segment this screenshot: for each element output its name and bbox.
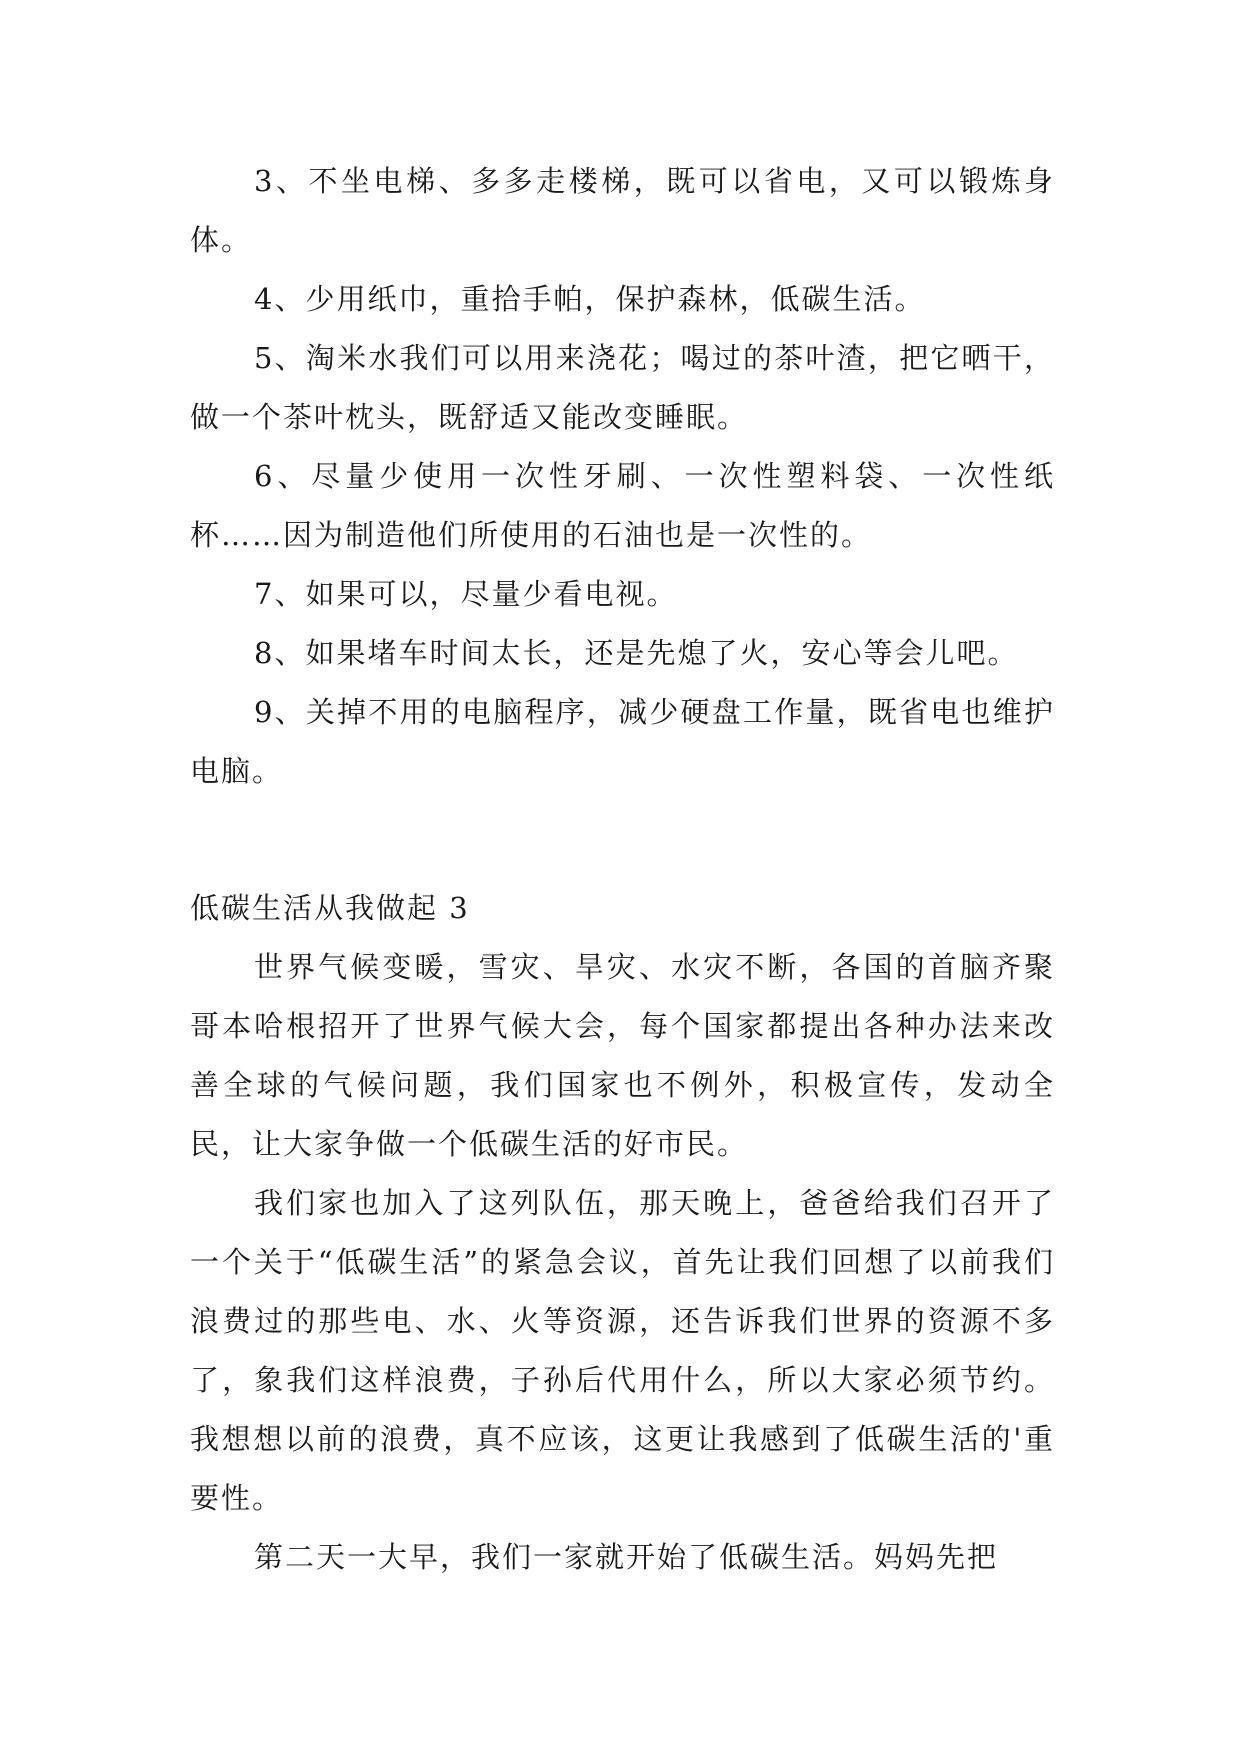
essay-paragraph: 第二天一大早，我们一家就开始了低碳生活。妈妈先把	[254, 1540, 999, 1574]
tip-paragraph-3: 3、不坐电梯、多多走楼梯，既可以省电，又可以锻炼身体。	[190, 164, 1055, 257]
tip-paragraph-7: 7、如果可以，尽量少看电视。	[254, 577, 678, 611]
section-title: 低碳生活从我做起 3	[190, 891, 470, 925]
document-body	[190, 152, 1055, 1587]
tip-paragraph-4: 4、少用纸巾，重拾手帕，保护森林，低碳生活。	[254, 282, 926, 316]
tip-paragraph-6: 6、尽量少使用一次性牙刷、一次性塑料袋、一次性纸杯……因为制造他们所使用的石油也是一次性的。	[190, 459, 1055, 552]
tip-paragraph-8: 8、如果堵车时间太长，还是先熄了火，安心等会儿吧。	[254, 636, 1019, 670]
essay-paragraph: 我们家也加入了这列队伍，那天晚上，爸爸给我们召开了一个关于“低碳生活”的紧急会议，首先让我们回想了以前我们浪费过的那些电、水、火等资源，还告诉我们世界的资源不多了，象我们这样浪费，子孙后代用什么，所以大家必须节约。我想想以前的浪费，真不应该，这更让我感到了低碳生活的'重要性。	[190, 1186, 1055, 1515]
tip-paragraph-9: 9、关掉不用的电脑程序，减少硬盘工作量，既省电也维护电脑。	[190, 695, 1055, 788]
tip-paragraph-5: 5、淘米水我们可以用来浇花；喝过的茶叶渣，把它晒干，做一个茶叶枕头，既舒适又能改变睡眠。	[190, 341, 1055, 434]
essay-paragraph: 世界气候变暖，雪灾、旱灾、水灾不断，各国的首脑齐聚哥本哈根招开了世界气候大会，每个国家都提出各种办法来改善全球的气候问题，我们国家也不例外，积极宣传，发动全民，让大家争做一个低碳生活的好市民。	[190, 950, 1055, 1161]
